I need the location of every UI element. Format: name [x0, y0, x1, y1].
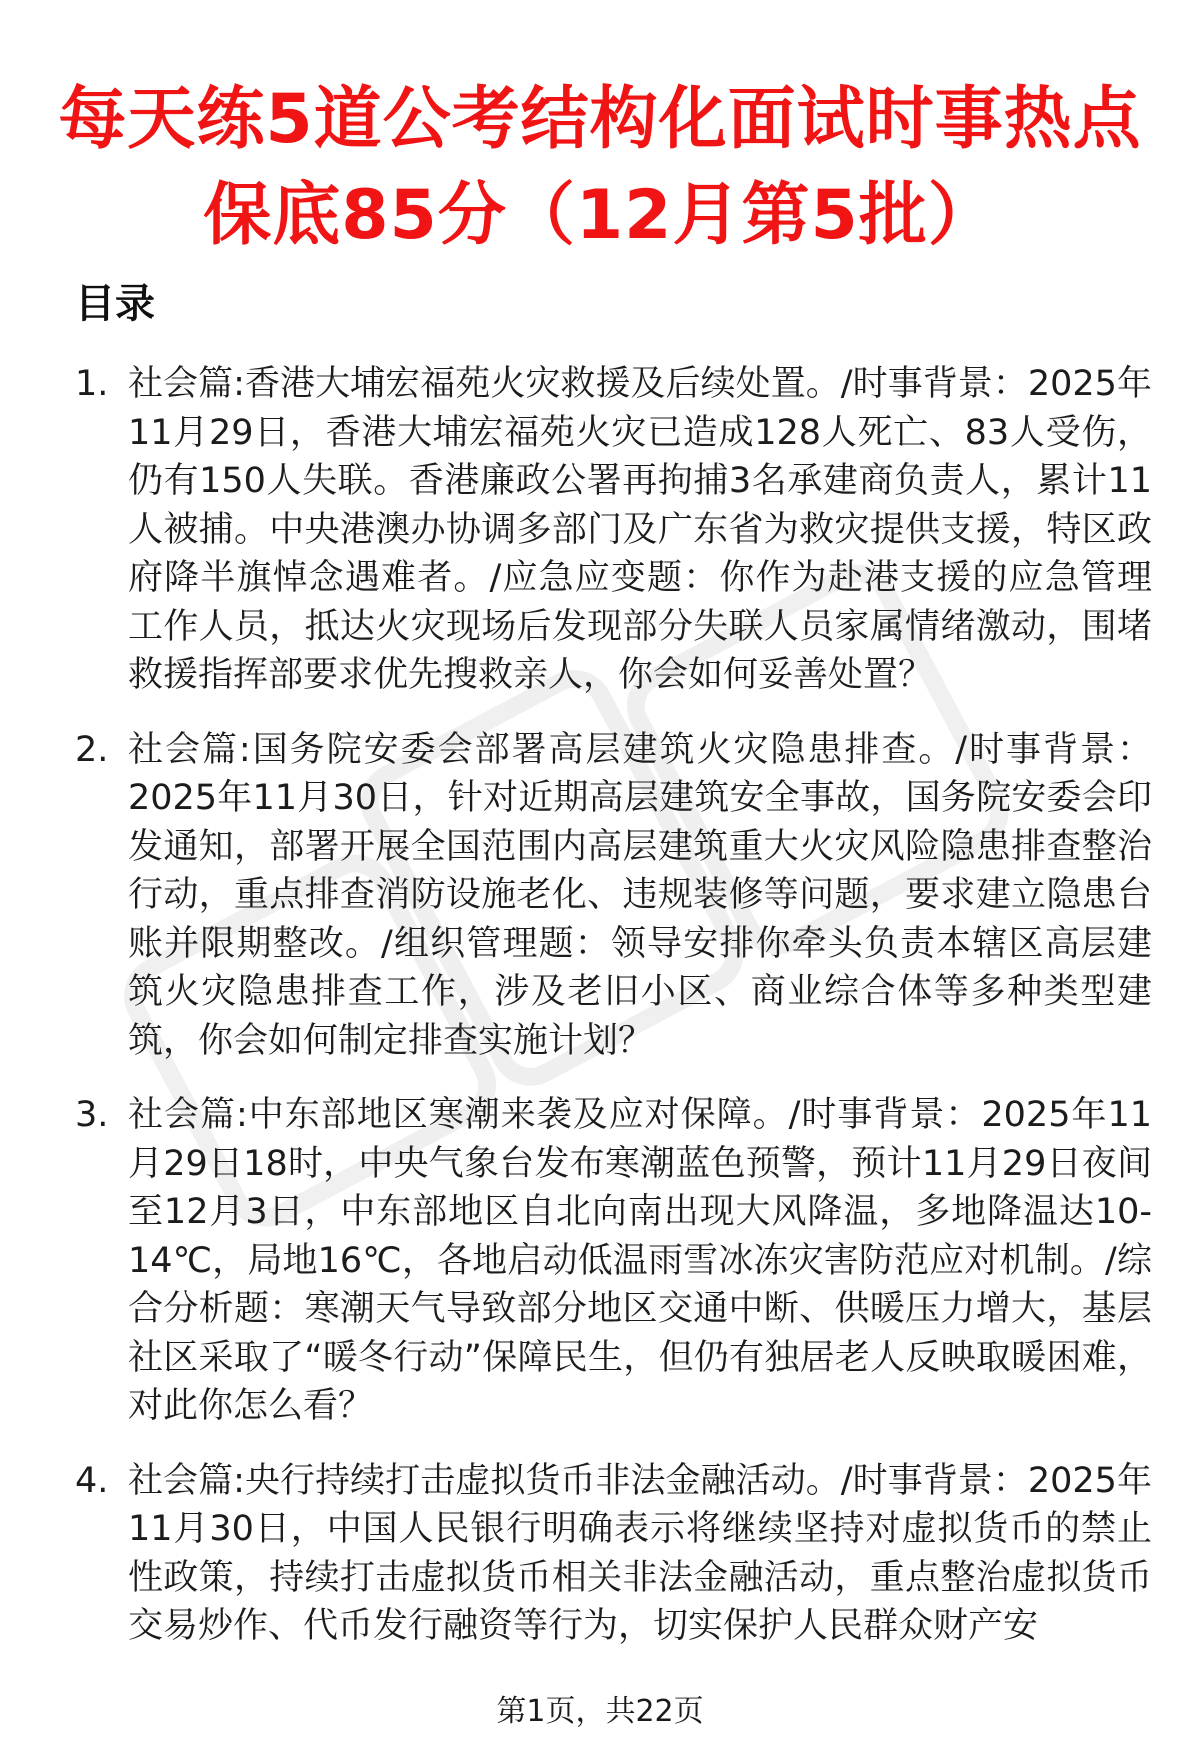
list-item-number: 4.: [75, 1460, 109, 1501]
question-list: [0, 360, 1200, 1677]
list-item-number: 1.: [75, 364, 109, 404]
list-item: [0, 1091, 1200, 1431]
list-item-text: 社会篇:香港大埔宏福苑火灾救援及后续处置。/时事背景：2025年11月29日，香港大埔宏福苑火灾已造成128人死亡、83人受伤，仍有150人失联。香港廉政公署再拘捕3名承建商负责人，累计11人被捕。中央港澳办协调多部门及广东省为救灾提供支援，特区政府降半旗悼念遇难者。/应急应变题：你作为赴港支援的应急管理工作人员，抵达火灾现场后发现部分失联人员家属情绪激动，围堵救援指挥部要求优先搜救亲人，你会如何妥善处置？: [128, 364, 1152, 695]
toc-heading: 目录: [75, 281, 155, 327]
list-item: [0, 360, 1200, 700]
page-title-line-1: 每天练5道公考结构化面试时事热点: [58, 80, 1142, 159]
page-title: [40, 72, 1160, 264]
list-item-text: 社会篇:中东部地区寒潮来袭及应对保障。/时事背景：2025年11月29日18时，中央气象台发布寒潮蓝色预警，预计11月29日夜间至12月3日，中东部地区自北向南出现大风降温，多地降温达10-14℃，局地16℃，各地启动低温雨雪冰冻灾害防范应对机制。/综合分析题：寒潮天气导致部分地区交通中断、供暖压力增大，基层社区采取了“暖冬行动”保障民生，但仍有独居老人反映取暖困难，对此你怎么看？: [128, 1095, 1152, 1426]
list-item-number: 2.: [75, 729, 109, 770]
list-item-text: 社会篇:央行持续打击虚拟货币非法金融活动。/时事背景：2025年11月30日，中国人民银行明确表示将继续坚持对虚拟货币的禁止性政策，持续打击虚拟货币相关非法金融活动，重点整治虚拟货币交易炒作、代币发行融资等行为，切实保护人民群众财产安: [128, 1460, 1152, 1646]
list-item-number: 3.: [75, 1095, 109, 1135]
page-title-line-2: 保底85分（12月第5批）: [203, 176, 997, 255]
list-item: [0, 1457, 1200, 1651]
list-item-text: 社会篇:国务院安委会部署高层建筑火灾隐患排查。/时事背景：2025年11月30日，针对近期高层建筑安全事故，国务院安委会印发通知，部署开展全国范围内高层建筑重大火灾风险隐患排查整治行动，重点排查消防设施老化、违规装修等问题，要求建立隐患台账并限期整改。/组织管理题：领导安排你牵头负责本辖区高层建筑火灾隐患排查工作，涉及老旧小区、商业综合体等多种类型建筑，你会如何制定排查实施计划？: [128, 729, 1152, 1061]
list-item: [0, 726, 1200, 1066]
page-footer: 第1页，共22页: [0, 1690, 1200, 1740]
